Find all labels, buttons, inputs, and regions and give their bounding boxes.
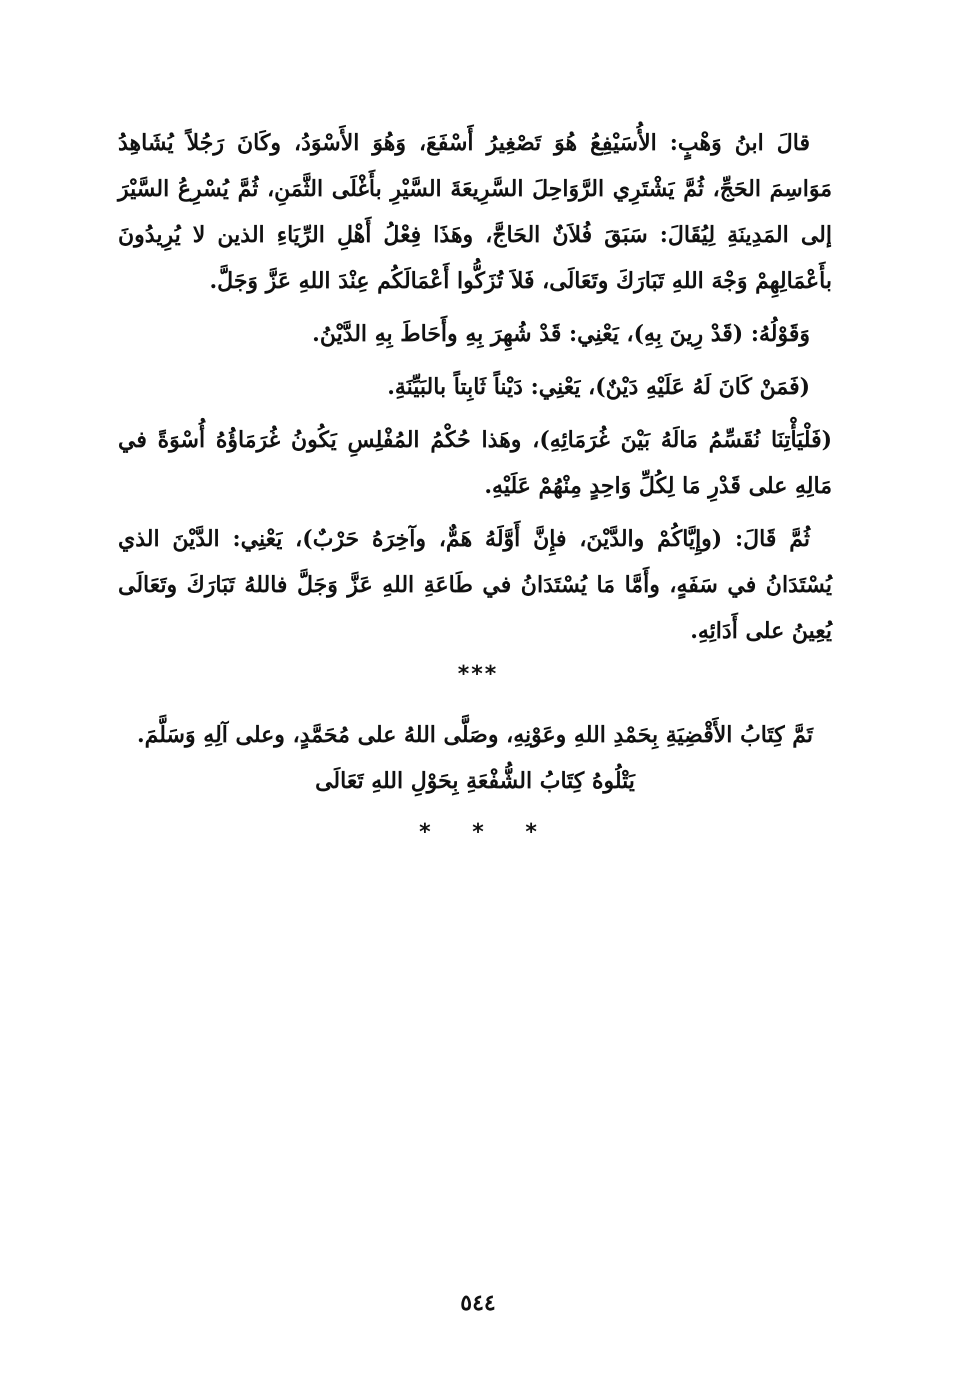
- colophon-next-book: يَتْلُوهُ كِتَابُ الشُّفْعَةِ بِحَوْلِ اللهِ تَعَالَى: [315, 768, 635, 794]
- separator-stars-bottom: * * *: [419, 820, 537, 845]
- paragraph-qad-rina-bihi: وَقَوْلُهُ: (قَدْ رِينَ بِهِ)، يَعْنِي: قَدْ شُهِرَ بِهِ وأَحَاطَ بِهِ الدَّيْنُ.: [312, 321, 810, 347]
- paragraph-ibn-wahb: قالَ ابنُ وَهْبٍ: الأُسَيْفِعُ هُوَ تَصْغِيرُ أَسْفَعَ، وَهُوَ الأَسْوَدُ، وكَانَ رَجُلاً يُشَاهِدُ مَوَاسِمَ الحَجِّ، ثُمَّ يَشْتَرِي الرَّوَاحِلَ السَّرِيعَةَ السَّيْرِ بأَغْلَى الثَّمَنِ، ثُمَّ يُسْرِعُ السَّيْرَ إلى المَدِينَةِ لِيُقَالَ: سَبَقَ فُلاَنٌ الحَاجَّ، وهَذَا فِعْلُ أَهْلِ الرِّيَاءِ الذين لا يُرِيدُونَ بأَعْمَالِهِمْ وَجْهَ اللهِ تَبَارَكَ وتَعَالَى، فَلاَ تُزَكُّوا أَعْمَالَكُم عِنْدَ اللهِ عَزَّ وَجَلَّ.: [118, 130, 832, 294]
- paragraph-faman-kana: (فَمَنْ كَانَ لَهُ عَلَيْهِ دَيْنٌ)، يَعْنِي: دَيْناً ثَابِتاً بالبَيِّنَةِ.: [387, 374, 810, 400]
- colophon-end-of-book: تَمَّ كِتَابُ الأَقْضِيَةِ بِحَمْدِ اللهِ وعَوْنِهِ، وصَلَّى اللهُ على مُحَمَّدٍ، وعلى آلِهِ وَسَلَّمَ.: [136, 722, 814, 748]
- page-number: ٥٤٤: [460, 1290, 496, 1316]
- paragraph-iyyakum-waddayn: ثُمَّ قَالَ: (وإِيَّاكُمْ والدَّيْنَ، فإِنَّ أَوَّلَهُ هَمٌّ، وآخِرَهُ حَرْبٌ)، يَعْنِي: الدَّيْنَ الذي يُسْتَدَانُ في سَفَهٍ، وأَمَّا مَا يُسْتَدَانُ في طَاعَةِ اللهِ عَزَّ وَجَلَّ فاللهُ تَبَارَكَ وتَعَالَى يُعِينُ على أَدَائِهِ.: [118, 526, 832, 644]
- paragraph-falyatina: (فَلْيَأْتِنَا نُقَسِّمُ مَالَهُ بَيْنَ غُرَمَائِهِ)، وهَذا حُكْمُ المُفْلِسِ يَكُونُ غُرَمَاؤُهُ أُسْوَةً في مَالِهِ على قَدْرِ مَا لِكُلِّ وَاحِدٍ مِنْهُمْ عَلَيْهِ.: [118, 427, 832, 499]
- separator-stars-top: ***: [457, 662, 499, 687]
- main-text-block: [118, 120, 832, 661]
